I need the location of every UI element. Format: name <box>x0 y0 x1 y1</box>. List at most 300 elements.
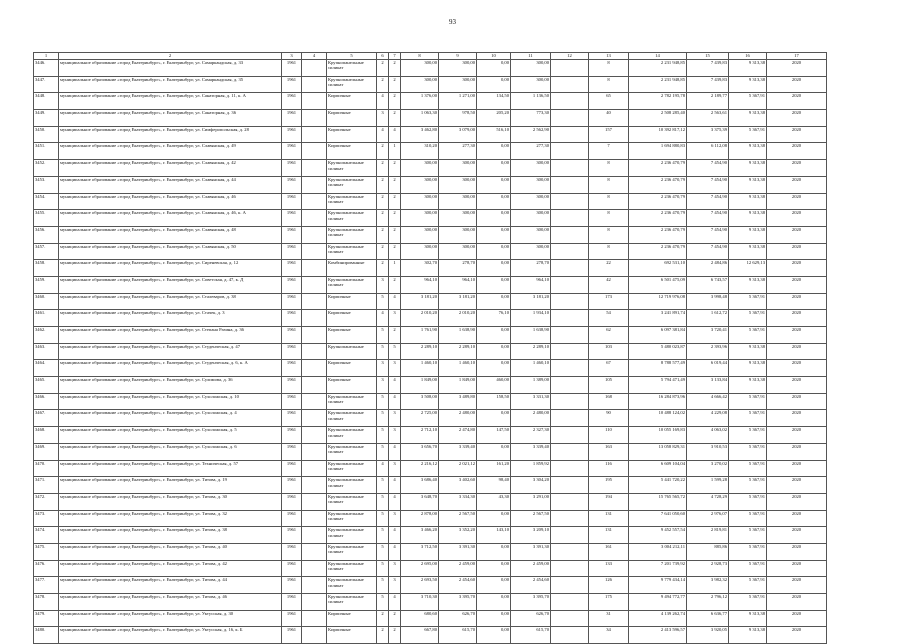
table-cell: 3 270,02 <box>687 460 729 477</box>
table-cell: Крупнопанельные <box>327 343 377 360</box>
table-cell: 9 313,38 <box>729 143 767 160</box>
table-cell: 1 612,72 <box>687 310 729 327</box>
table-cell: 5 367,91 <box>729 310 767 327</box>
table-cell: 3453. <box>34 176 59 193</box>
table-cell: 6 112,08 <box>687 143 729 160</box>
table-cell: 2020 <box>767 276 827 293</box>
column-header: 11 <box>511 53 551 60</box>
table-cell: 3462. <box>34 327 59 344</box>
table-cell: 1 761,90 <box>401 327 439 344</box>
table-cell: 7 201 739,92 <box>629 560 687 577</box>
table-cell: муниципальное образование «город Екатеринбург», г. Екатеринбург, ул. Титова, д. 42 <box>59 560 282 577</box>
table-cell: 300,00 <box>439 176 477 193</box>
table-cell <box>302 193 327 210</box>
table-cell: 3 241 891,74 <box>629 310 687 327</box>
table-cell <box>551 143 589 160</box>
table-cell: 626,70 <box>511 610 551 627</box>
table-cell: 5 367,91 <box>729 510 767 527</box>
table-cell: 4 <box>389 493 401 510</box>
table-cell <box>302 377 327 394</box>
table-cell: 134,50 <box>477 93 511 110</box>
table-cell: 300,00 <box>439 210 477 227</box>
table-cell: Кирпичные <box>327 143 377 160</box>
table-cell: 2020 <box>767 560 827 577</box>
table-cell: 3451. <box>34 143 59 160</box>
table-cell: 9 779 434,14 <box>629 577 687 594</box>
column-header: 17 <box>767 53 827 60</box>
table-cell <box>302 627 327 644</box>
table-cell: 4 <box>389 443 401 460</box>
table-cell: 3450. <box>34 126 59 143</box>
table-cell: Крупнопанельные силикат <box>327 210 377 227</box>
table-cell: 1961 <box>282 327 302 344</box>
table-row <box>34 477 827 494</box>
table-cell: 1961 <box>282 110 302 127</box>
table-row <box>34 193 827 210</box>
table-cell: 1 859,92 <box>511 460 551 477</box>
table-cell: 3473. <box>34 510 59 527</box>
table-cell: 2020 <box>767 176 827 193</box>
table-cell: муниципальное образование «город Екатеринбург», г. Екатеринбург, ул. Студенческая, д. 47 <box>59 343 282 360</box>
table-row <box>34 543 827 560</box>
table-cell: 2 712,10 <box>401 427 439 444</box>
table-cell: 300,00 <box>511 226 551 243</box>
table-cell: 2 <box>377 193 389 210</box>
column-header: 3 <box>282 53 302 60</box>
table-cell: 3477. <box>34 577 59 594</box>
table-cell: 1961 <box>282 126 302 143</box>
table-cell <box>302 310 327 327</box>
table-cell: 1961 <box>282 510 302 527</box>
table-cell <box>302 527 327 544</box>
table-cell: 1961 <box>282 60 302 77</box>
table-cell <box>302 276 327 293</box>
table-cell: 2 796,12 <box>687 594 729 611</box>
table-cell: 3478. <box>34 594 59 611</box>
table-cell: 8 <box>589 176 629 193</box>
column-header: 1 <box>34 53 59 60</box>
table-cell: 3 982,32 <box>687 577 729 594</box>
table-cell: 2020 <box>767 210 827 227</box>
table-cell: 5 367,91 <box>729 477 767 494</box>
table-cell: 0,00 <box>477 610 511 627</box>
table-cell: 4 <box>389 543 401 560</box>
table-cell: 4 139 262,74 <box>629 610 687 627</box>
table-cell: 3480. <box>34 627 59 644</box>
table-cell: Крупнопанельные силикат <box>327 594 377 611</box>
table-cell: 9 313,38 <box>729 610 767 627</box>
table-cell: 116 <box>589 460 629 477</box>
table-cell: 5 367,91 <box>729 410 767 427</box>
table-cell: 2 <box>389 243 401 260</box>
table-cell <box>551 193 589 210</box>
table-cell: 1961 <box>282 493 302 510</box>
table-cell: 5 <box>377 293 389 310</box>
table-cell <box>551 560 589 577</box>
table-cell: Кирпичные <box>327 610 377 627</box>
table-cell <box>302 327 327 344</box>
table-cell: 2020 <box>767 543 827 560</box>
table-cell <box>302 543 327 560</box>
table-cell: Крупнопанельные силикат <box>327 443 377 460</box>
table-row <box>34 577 827 594</box>
table-cell: 5 441 720,22 <box>629 477 687 494</box>
table-cell: 0,00 <box>477 160 511 177</box>
table-cell: Крупнопанельные силикат <box>327 577 377 594</box>
table-cell: 16 284 873,96 <box>629 393 687 410</box>
table-cell: 5 367,91 <box>729 126 767 143</box>
table-cell: 0,00 <box>477 293 511 310</box>
table-cell: 3 004 212,11 <box>629 543 687 560</box>
table-cell <box>302 360 327 377</box>
table-cell <box>551 310 589 327</box>
table-cell: 516,10 <box>477 126 511 143</box>
table-cell <box>302 594 327 611</box>
table-cell: 6 743,57 <box>687 276 729 293</box>
table-cell: 2 <box>389 327 401 344</box>
table-cell: 3 <box>377 110 389 127</box>
table-cell: 2020 <box>767 143 827 160</box>
table-cell <box>551 210 589 227</box>
table-cell: муниципальное образование «город Екатеринбург», г. Екатеринбург, ул. Сухоложская, д. 10 <box>59 393 282 410</box>
table-cell: 2 236 470,79 <box>629 243 687 260</box>
table-cell: 8 <box>589 193 629 210</box>
table-row <box>34 393 827 410</box>
table-cell <box>302 243 327 260</box>
table-cell: 3 712,50 <box>401 543 439 560</box>
table-cell <box>302 410 327 427</box>
table-cell: 2 <box>389 93 401 110</box>
table-cell: муниципальное образование «город Екатеринбург», г. Екатеринбург, ул. Техническая, д. 57 <box>59 460 282 477</box>
table-cell: 2020 <box>767 226 827 243</box>
table-cell: 1 599,28 <box>687 477 729 494</box>
table-cell: 2020 <box>767 377 827 394</box>
table-cell: 2 <box>389 160 401 177</box>
column-header: 5 <box>327 53 377 60</box>
table-row <box>34 594 827 611</box>
table-cell: 5 <box>377 594 389 611</box>
table-cell: 2 480,00 <box>439 410 477 427</box>
table-cell: 300,00 <box>401 176 439 193</box>
table-cell: 2 693,50 <box>401 577 439 594</box>
table-row <box>34 427 827 444</box>
table-cell: 278,70 <box>439 260 477 277</box>
table-cell: 2020 <box>767 594 827 611</box>
table-cell: 2 <box>389 60 401 77</box>
table-cell: 300,00 <box>511 76 551 93</box>
table-cell <box>551 126 589 143</box>
table-row <box>34 627 827 644</box>
table-cell: 22 <box>589 260 629 277</box>
table-cell: 300,00 <box>401 210 439 227</box>
table-cell: 2020 <box>767 443 827 460</box>
table-cell: 300,00 <box>439 193 477 210</box>
table-cell: 1961 <box>282 443 302 460</box>
table-cell: 277,30 <box>439 143 477 160</box>
table-cell: 6 609 104,04 <box>629 460 687 477</box>
table-cell: 2 480,00 <box>511 410 551 427</box>
table-cell: 1961 <box>282 210 302 227</box>
table-cell: 76,10 <box>477 310 511 327</box>
table-cell: 3448. <box>34 93 59 110</box>
table-cell: 626,70 <box>439 610 477 627</box>
table-cell: 0,00 <box>477 143 511 160</box>
table-cell: 3 920,05 <box>687 627 729 644</box>
table-cell: 54 <box>589 310 629 327</box>
table-cell: 110 <box>589 427 629 444</box>
table-cell: 2 393,96 <box>687 343 729 360</box>
table-cell: 3 181,20 <box>511 293 551 310</box>
table-cell: 2 <box>377 610 389 627</box>
table-cell: 4 <box>389 377 401 394</box>
table-cell: 1 849,00 <box>401 377 439 394</box>
table-row <box>34 126 827 143</box>
table-cell: 7 454,90 <box>687 193 729 210</box>
table-cell: 158,50 <box>477 393 511 410</box>
table-cell: 7 454,90 <box>687 243 729 260</box>
table-cell: 3 391,30 <box>439 543 477 560</box>
table-cell: 2 216,12 <box>401 460 439 477</box>
table-cell: 3459. <box>34 276 59 293</box>
table-cell: 9 313,38 <box>729 160 767 177</box>
table-cell: 2020 <box>767 410 827 427</box>
table-cell: 2 <box>377 243 389 260</box>
table-cell <box>302 176 327 193</box>
table-cell: 3 <box>377 377 389 394</box>
table-cell: 1961 <box>282 594 302 611</box>
table-cell: 4 <box>389 126 401 143</box>
table-cell: 4 <box>377 310 389 327</box>
table-cell: 9 313,38 <box>729 276 767 293</box>
table-cell: 3454. <box>34 193 59 210</box>
table-cell: 2020 <box>767 343 827 360</box>
table-cell: 8 <box>589 60 629 77</box>
table-cell: 5 <box>377 427 389 444</box>
table-cell: 175 <box>589 594 629 611</box>
table-cell <box>302 510 327 527</box>
table-cell: 5 367,91 <box>729 93 767 110</box>
table-cell: Крупнопанельные силикат <box>327 543 377 560</box>
table-cell: 2 459,00 <box>511 560 551 577</box>
table-cell: 3 <box>389 510 401 527</box>
table-cell: 1961 <box>282 393 302 410</box>
table-cell: 4 <box>377 126 389 143</box>
table-cell: Крупнопанельные силикат <box>327 477 377 494</box>
table-cell: 34 <box>589 627 629 644</box>
table-cell: 277,30 <box>511 143 551 160</box>
table-cell: 2 <box>377 160 389 177</box>
table-cell: 2 474,80 <box>439 427 477 444</box>
table-cell: 3449. <box>34 110 59 127</box>
table-cell: Крупнопанельные силикат <box>327 243 377 260</box>
table-cell: муниципальное образование «город Екатеринбург», г. Екатеринбург, ул. Славянская, д. 46 <box>59 193 282 210</box>
table-cell <box>551 410 589 427</box>
table-cell: 2 459,00 <box>439 560 477 577</box>
table-cell: 0,00 <box>477 360 511 377</box>
table-cell: 2 236 470,79 <box>629 193 687 210</box>
table-cell <box>551 293 589 310</box>
table-cell <box>551 510 589 527</box>
table-cell: 2 782 195,78 <box>629 93 687 110</box>
table-cell: 3 304,20 <box>511 477 551 494</box>
table-row <box>34 93 827 110</box>
table-cell <box>551 110 589 127</box>
table-cell <box>302 477 327 494</box>
table-cell: 300,00 <box>511 193 551 210</box>
table-cell: 12 629,13 <box>729 260 767 277</box>
table-cell: 3452. <box>34 160 59 177</box>
table-cell: 2 <box>389 176 401 193</box>
table-cell <box>551 76 589 93</box>
table-cell: 1961 <box>282 193 302 210</box>
table-cell: муниципальное образование «город Екатеринбург», г. Екатеринбург, ул. Степана Разина, д. 36 <box>59 327 282 344</box>
table-cell: 3 656,70 <box>401 443 439 460</box>
table-cell: 3 181,20 <box>439 293 477 310</box>
table-cell: 8 <box>589 210 629 227</box>
table-cell: 2 236 470,79 <box>629 160 687 177</box>
table-cell: 7 641 050,60 <box>629 510 687 527</box>
table-cell: 3 466,20 <box>401 527 439 544</box>
column-header: 8 <box>401 53 439 60</box>
table-cell: 161,20 <box>477 460 511 477</box>
table-cell: 5 367,91 <box>729 577 767 594</box>
table-cell <box>551 226 589 243</box>
table-cell: 3 <box>389 560 401 577</box>
table-cell: 3471. <box>34 477 59 494</box>
table-cell: 168 <box>589 393 629 410</box>
table-cell: Кирпичные <box>327 126 377 143</box>
table-cell <box>302 76 327 93</box>
table-cell: 2020 <box>767 360 827 377</box>
table-cell: 3 489,80 <box>439 393 477 410</box>
table-cell: 9 494 772,77 <box>629 594 687 611</box>
table-cell: 3 133,84 <box>687 377 729 394</box>
table-cell <box>551 443 589 460</box>
table-cell: 2020 <box>767 577 827 594</box>
table-cell: 4 <box>389 477 401 494</box>
table-row <box>34 226 827 243</box>
table-cell: 105 <box>589 377 629 394</box>
table-cell: муниципальное образование «город Екатеринбург», г. Екатеринбург, ул. Титова, д. 46 <box>59 594 282 611</box>
table-cell: 9 313,38 <box>729 243 767 260</box>
table-cell: 1 <box>389 260 401 277</box>
table-cell: муниципальное образование «город Екатеринбург», г. Екатеринбург, ул. Сталеваров, д. 38 <box>59 293 282 310</box>
table-row <box>34 76 827 93</box>
table-cell: 7 454,90 <box>687 176 729 193</box>
table-cell <box>551 477 589 494</box>
table-cell: 7 439,83 <box>687 76 729 93</box>
table-row <box>34 410 827 427</box>
table-cell: 2 <box>389 276 401 293</box>
table-cell: 10 055 169,83 <box>629 427 687 444</box>
table-row <box>34 493 827 510</box>
table-cell: 4 <box>377 460 389 477</box>
table-cell <box>302 560 327 577</box>
table-cell: Крупнопанельные силикат <box>327 510 377 527</box>
table-row <box>34 460 827 477</box>
table-cell <box>551 627 589 644</box>
table-cell: 2 010,20 <box>401 310 439 327</box>
table-cell: 2 289,10 <box>401 343 439 360</box>
table-cell: Кирпичные <box>327 293 377 310</box>
table-cell: муниципальное образование «город Екатеринбург», г. Екатеринбург, ул. Славянская, д. 42 <box>59 160 282 177</box>
table-cell: 2 231 948,85 <box>629 76 687 93</box>
column-header: 7 <box>389 53 401 60</box>
table-cell: 5 367,91 <box>729 543 767 560</box>
column-header: 12 <box>551 53 589 60</box>
table-cell: 3461. <box>34 310 59 327</box>
table-cell: 0,00 <box>477 60 511 77</box>
table-cell: 885,86 <box>687 543 729 560</box>
table-cell: 163 <box>589 443 629 460</box>
table-cell <box>302 293 327 310</box>
table-cell: 15 765 565,72 <box>629 493 687 510</box>
table-cell: 692 531,10 <box>629 260 687 277</box>
table-cell: 1961 <box>282 577 302 594</box>
table-cell <box>302 577 327 594</box>
table-cell: 3 <box>377 360 389 377</box>
table-cell: 1 460,10 <box>511 360 551 377</box>
table-cell: 5 367,91 <box>729 460 767 477</box>
table-cell: 2 <box>377 76 389 93</box>
table-cell: 964,10 <box>439 276 477 293</box>
table-cell: 300,00 <box>439 243 477 260</box>
table-cell: 5 <box>377 527 389 544</box>
table-row <box>34 160 827 177</box>
table-cell: 1 136,50 <box>511 93 551 110</box>
table-cell: 2 413 596,57 <box>629 627 687 644</box>
table-cell: 2 928,73 <box>687 560 729 577</box>
table-cell <box>302 393 327 410</box>
table-cell: 5 367,91 <box>729 527 767 544</box>
table-cell: Крупнопанельные силикат <box>327 460 377 477</box>
table-cell: 1 389,00 <box>511 377 551 394</box>
table-row <box>34 560 827 577</box>
table-cell: 2 508 285,40 <box>629 110 687 127</box>
table-cell: 4 <box>389 527 401 544</box>
table-cell: Кирпичные <box>327 360 377 377</box>
table-cell: 7 439,83 <box>687 60 729 77</box>
table-cell: муниципальное образование «город Екатеринбург», г. Екатеринбург, ул. Уктусская, д. 16, к. Б <box>59 627 282 644</box>
column-header: 2 <box>59 53 282 60</box>
table-cell: 3 209,10 <box>511 527 551 544</box>
table-cell: 1961 <box>282 93 302 110</box>
table-cell: 98,40 <box>477 477 511 494</box>
table-cell <box>302 343 327 360</box>
table-cell: 300,00 <box>439 60 477 77</box>
table-cell <box>551 493 589 510</box>
table-cell: 300,00 <box>401 243 439 260</box>
table-cell: 3 291,00 <box>511 493 551 510</box>
table-cell: 2 562,90 <box>511 126 551 143</box>
table-cell: 2 567,50 <box>439 510 477 527</box>
table-cell: муниципальное образование «город Екатеринбург», г. Екатеринбург, ул. Титова, д. 30 <box>59 493 282 510</box>
table-cell: 300,00 <box>511 176 551 193</box>
table-cell: 147,50 <box>477 427 511 444</box>
table-cell <box>551 60 589 77</box>
table-row <box>34 210 827 227</box>
table-cell: 6 636,77 <box>687 610 729 627</box>
table-cell <box>302 427 327 444</box>
table-cell: 3 <box>389 460 401 477</box>
table-cell: 0,00 <box>477 260 511 277</box>
table-cell: 2 <box>389 76 401 93</box>
table-cell: 0,00 <box>477 594 511 611</box>
table-cell <box>551 276 589 293</box>
table-row <box>34 343 827 360</box>
table-cell: муниципальное образование «город Екатеринбург», г. Екатеринбург, ул. Сухоложская, д. 4 <box>59 410 282 427</box>
table-cell: 62 <box>589 327 629 344</box>
